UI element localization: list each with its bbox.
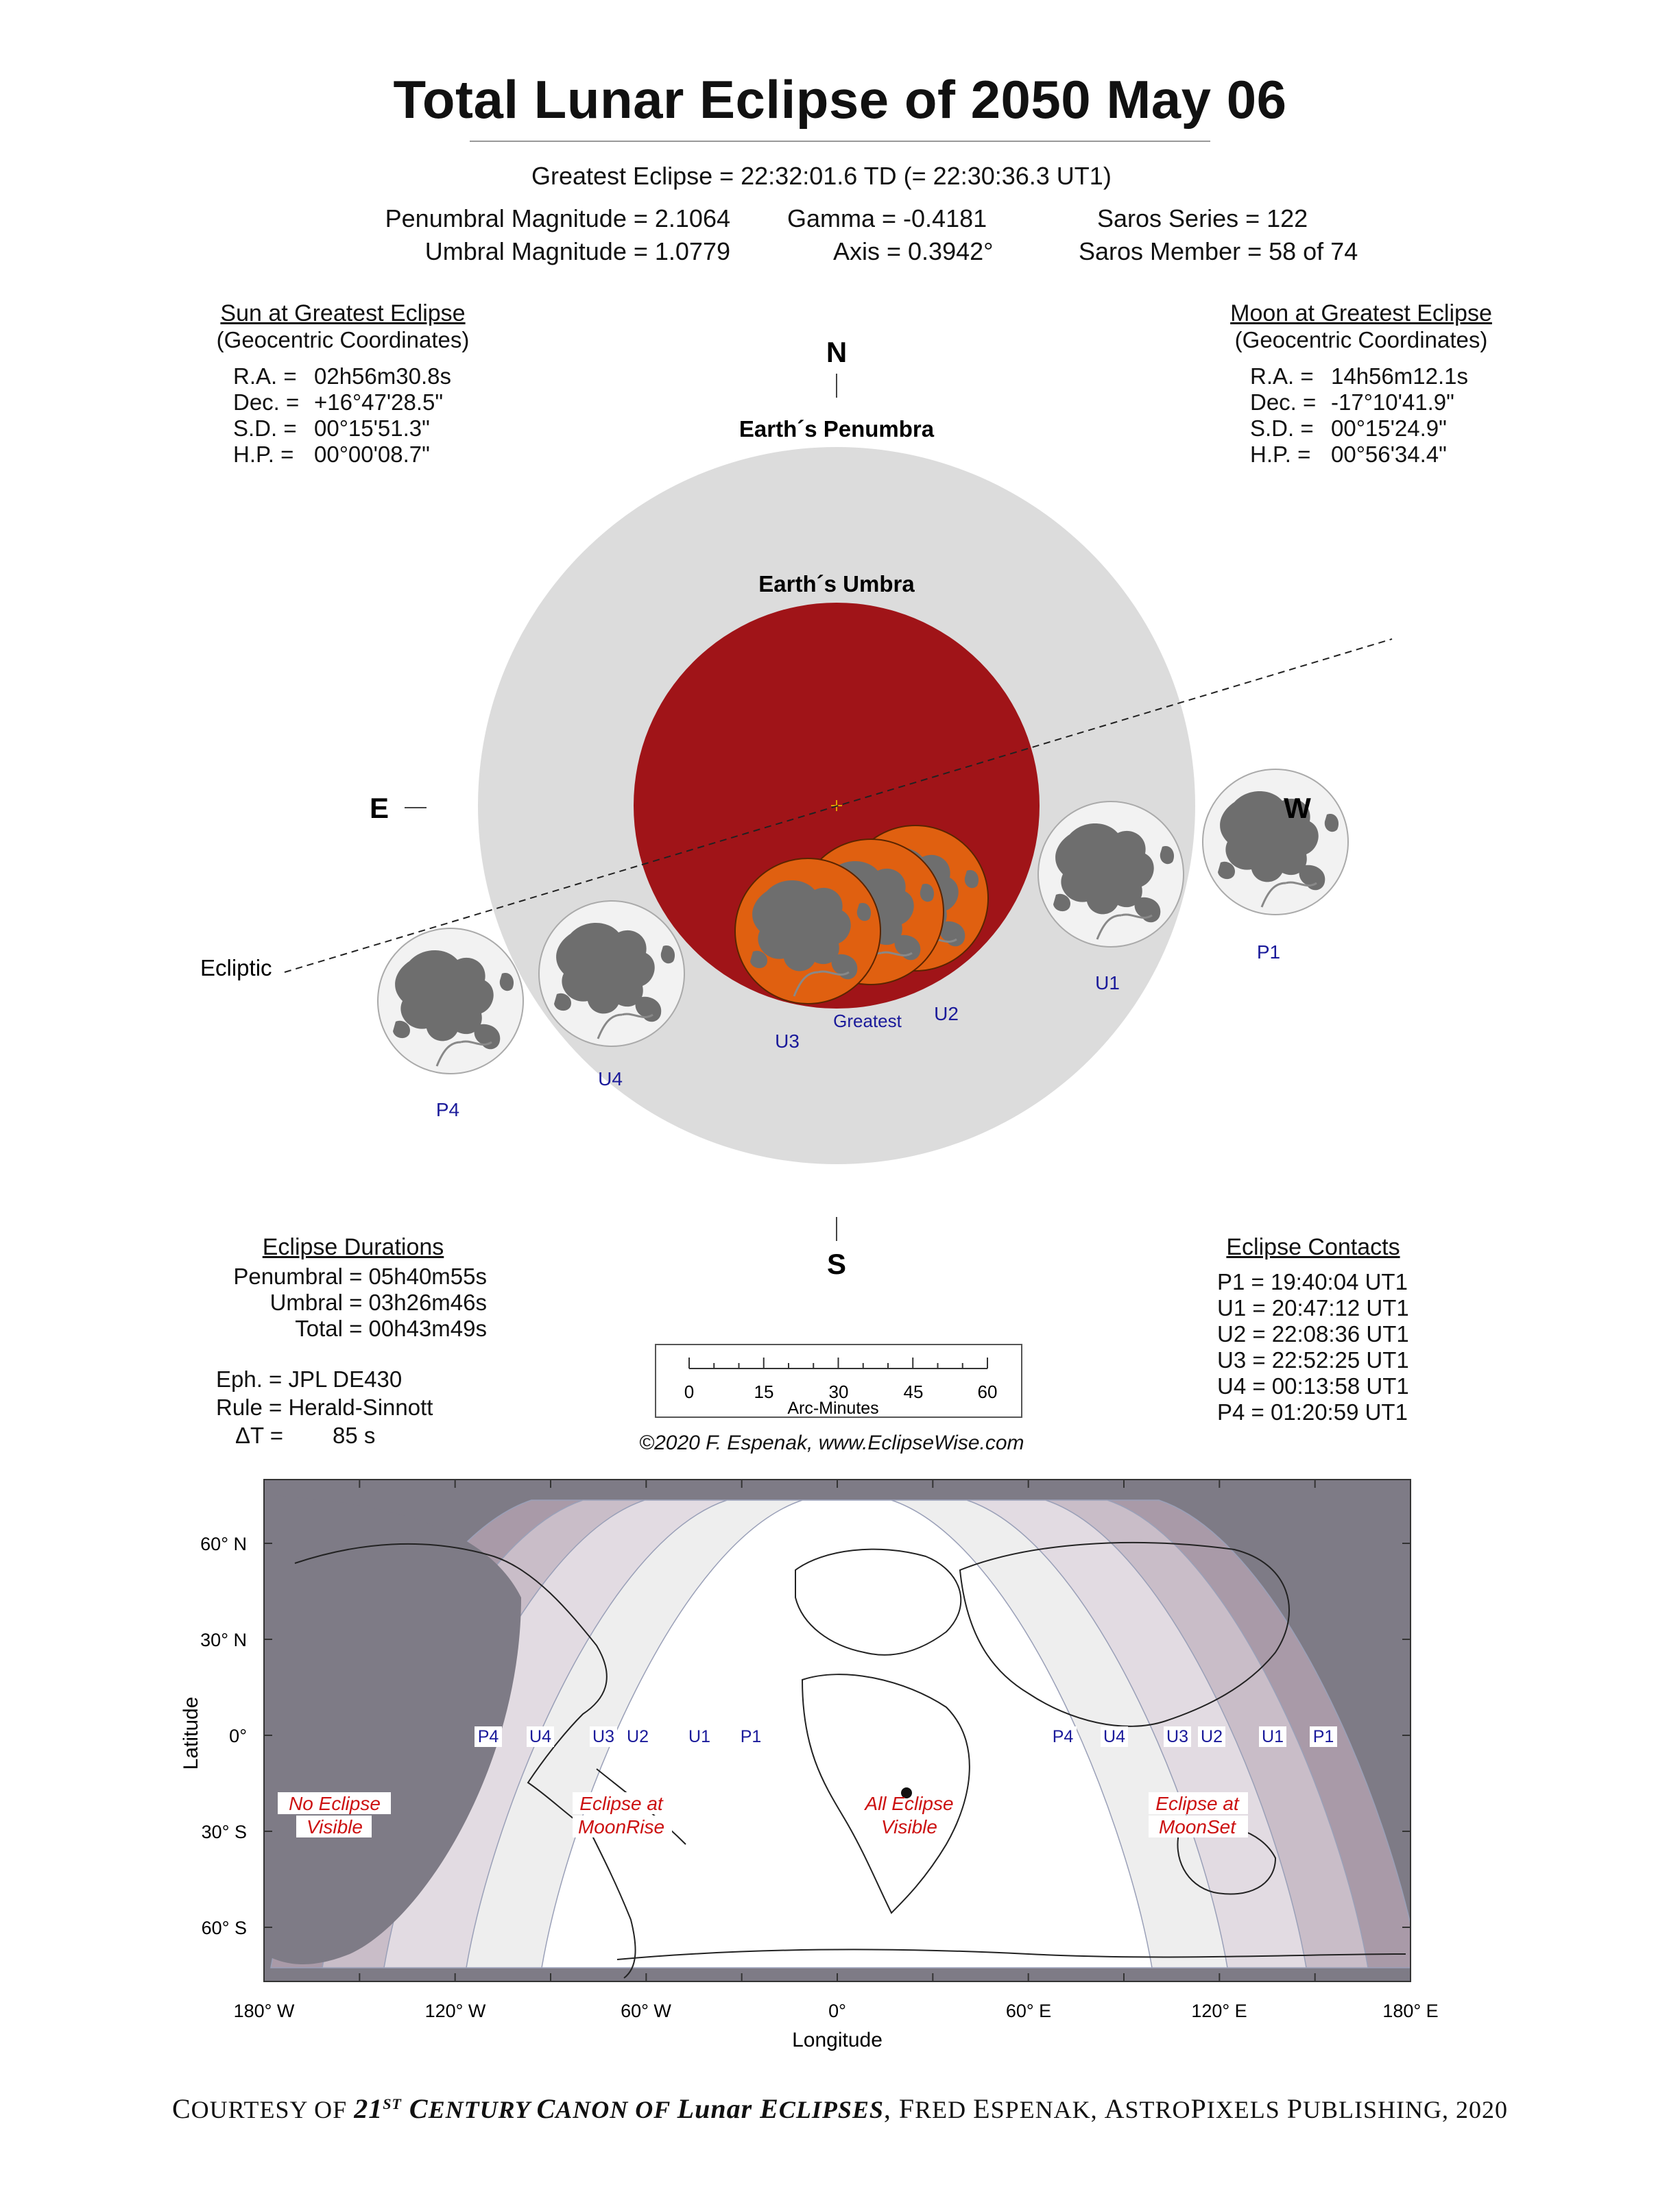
map-contact-u1-east: U1 [1262, 1727, 1284, 1746]
region-all-visible-line1: All Eclipse [865, 1793, 954, 1814]
moon-u4 [539, 901, 684, 1046]
lon-tick-0: 0° [828, 2001, 846, 2021]
contacts-heading: Eclipse Contacts [1226, 1234, 1400, 1260]
map-contact-p1-west: P1 [740, 1727, 762, 1746]
greatest-label: Greatest [833, 1011, 902, 1031]
lon-tick-60e: 60° E [1005, 2001, 1052, 2021]
sun-sd: S.D. = 00°15'51.3" [233, 415, 430, 441]
sun-heading: Sun at Greatest Eclipse [220, 300, 466, 326]
x-axis-label: Longitude [792, 2029, 883, 2051]
copyright: ©2020 F. Espenak, www.EclipseWise.com [639, 1432, 1024, 1454]
map-contact-u2-west: U2 [627, 1727, 649, 1746]
visibility-map [0, 1474, 1680, 2057]
delta-t-label: ΔT = [235, 1423, 284, 1448]
map-contact-p1-east: P1 [1312, 1727, 1334, 1746]
ephemeris: Eph. = JPL DE430 [216, 1366, 403, 1392]
sun-hp: H.P. = 00°00'08.7" [233, 442, 430, 467]
lon-tick-120e: 120° E [1191, 2001, 1247, 2021]
arc-minute-scale [655, 1344, 1022, 1418]
map-contact-u1-west: U1 [688, 1727, 710, 1746]
lon-tick-120w: 120° W [424, 2001, 486, 2021]
scale-tick-45: 45 [903, 1382, 924, 1402]
y-axis-label: Latitude [180, 1696, 202, 1770]
umbra-label: Earth´s Umbra [758, 571, 915, 596]
contact-p4: P4 = 01:20:59 UT1 [1217, 1399, 1408, 1425]
scale-tick-60: 60 [977, 1382, 998, 1402]
map-contact-u4-west: U4 [529, 1727, 551, 1746]
page-title: Total Lunar Eclipse of 2050 May 06 [393, 69, 1287, 130]
east-label: E [369, 792, 389, 824]
rule: Rule = Herald-Sinnott [216, 1395, 433, 1420]
north-label: N [826, 336, 848, 368]
penumbra-label: Earth´s Penumbra [739, 416, 935, 442]
region-all-visible-line2: Visible [881, 1816, 937, 1837]
durations-heading: Eclipse Durations [262, 1234, 444, 1260]
saros-member: Saros Member = 58 of 74 [1079, 237, 1358, 265]
map-plot-area [264, 1480, 1419, 1981]
contact-u2: U2 = 22:08:36 UT1 [1217, 1321, 1409, 1347]
moon-hp: H.P. = 00°56'34.4" [1250, 442, 1447, 467]
map-contact-p4-west: P4 [477, 1727, 499, 1746]
sun-dec: Dec. = +16°47'28.5" [233, 389, 444, 415]
scale-label: Arc-Minutes [787, 1399, 879, 1418]
lat-tick-60s: 60° S [201, 1918, 247, 1938]
penumbral-magnitude: Penumbral Magnitude = 2.1064 [385, 204, 730, 232]
sun-ra: R.A. = 02h56m30.8s [233, 363, 451, 389]
region-no-eclipse-line1: No Eclipse [289, 1793, 381, 1814]
contact-p1: P1 = 19:40:04 UT1 [1217, 1269, 1408, 1294]
contact-u3: U3 = 22:52:25 UT1 [1217, 1347, 1409, 1373]
moon-sd: S.D. = 00°15'24.9" [1250, 415, 1447, 441]
region-moonrise-line1: Eclipse at [579, 1793, 663, 1814]
map-contact-p4-east: P4 [1052, 1727, 1074, 1746]
courtesy-line: COURTESY OF 21ST CENTURY CANON OF Lunar ECLIPSES, FRED ESPENAK, ASTROPIXELS PUBLISHING, 2020 [171, 2093, 1509, 2124]
duration-penumbral: Penumbral = 05h40m55s [233, 1264, 487, 1289]
duration-umbral: Umbral = 03h26m46s [269, 1290, 487, 1315]
map-contact-u3-west: U3 [592, 1727, 614, 1746]
map-contact-u4-east: U4 [1103, 1727, 1125, 1746]
delta-t-value: 85 s [333, 1423, 376, 1448]
contacts-list [1217, 1269, 1409, 1425]
contact-label-u1: U1 [1095, 972, 1120, 993]
axis: Axis = 0.3942° [833, 237, 994, 265]
contact-label-u4: U4 [598, 1068, 623, 1089]
lon-tick-60w: 60° W [621, 2001, 671, 2021]
map-contact-u2-east: U2 [1201, 1727, 1223, 1746]
lat-tick-30n: 30° N [200, 1630, 247, 1650]
moon-ra: R.A. = 14h56m12.1s [1250, 363, 1468, 389]
contact-label-p4: P4 [435, 1099, 460, 1120]
moon-u1 [1038, 801, 1184, 947]
moon-u3 [735, 858, 880, 1004]
lat-tick-30s: 30° S [201, 1822, 247, 1842]
region-no-eclipse-line2: Visible [307, 1816, 363, 1837]
region-moonrise-line2: MoonRise [577, 1816, 665, 1837]
moon-p1 [1203, 769, 1348, 915]
map-contact-u3-east: U3 [1166, 1727, 1188, 1746]
lon-tick-180e: 180° E [1382, 2001, 1439, 2021]
lon-tick-180w: 180° W [233, 2001, 295, 2021]
moon-subheading: (Geocentric Coordinates) [1234, 327, 1488, 352]
contact-u1: U1 = 20:47:12 UT1 [1217, 1295, 1409, 1321]
moon-heading: Moon at Greatest Eclipse [1230, 300, 1492, 326]
gamma: Gamma = -0.4181 [787, 204, 987, 232]
contact-label-p1: P1 [1256, 941, 1281, 963]
umbral-magnitude: Umbral Magnitude = 1.0779 [424, 237, 730, 265]
region-moonset-line2: MoonSet [1158, 1816, 1236, 1837]
scale-tick-30: 30 [828, 1382, 849, 1402]
lat-tick-0: 0° [229, 1726, 247, 1746]
region-moonset-line1: Eclipse at [1155, 1793, 1239, 1814]
lat-tick-60n: 60° N [200, 1534, 247, 1554]
moon-p4 [378, 928, 523, 1074]
ecliptic-label: Ecliptic [200, 955, 272, 980]
south-label: S [826, 1248, 847, 1280]
greatest-eclipse: Greatest Eclipse = 22:32:01.6 TD (= 22:30:36.3 UT1) [531, 162, 1112, 190]
duration-total: Total = 00h43m49s [295, 1316, 487, 1341]
contact-label-u2: U2 [934, 1003, 959, 1024]
contact-label-u3: U3 [775, 1030, 800, 1052]
sun-subheading: (Geocentric Coordinates) [216, 327, 470, 352]
west-label: W [1284, 792, 1311, 824]
durations-list [206, 1264, 487, 1342]
scale-tick-0: 0 [684, 1382, 695, 1402]
moon-dec: Dec. = -17°10'41.9" [1250, 389, 1454, 415]
saros-series: Saros Series = 122 [1097, 204, 1308, 232]
scale-tick-15: 15 [754, 1382, 774, 1402]
contact-u4: U4 = 00:13:58 UT1 [1217, 1373, 1409, 1399]
